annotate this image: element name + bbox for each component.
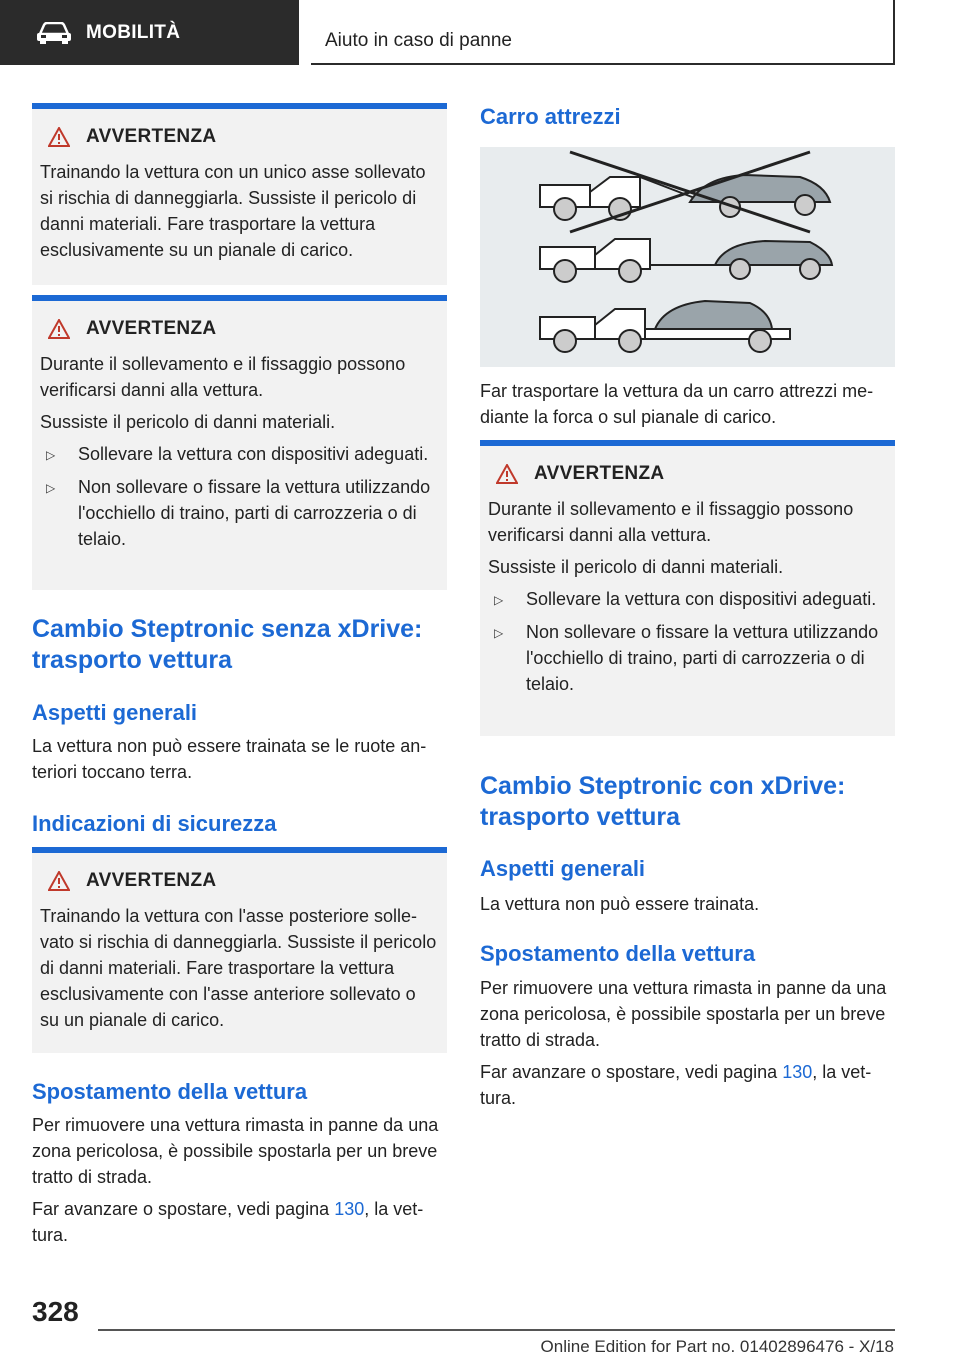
warning-title: AVVERTENZA: [86, 318, 217, 339]
paragraph: Per rimuovere una vettura rimasta in panne da una zona pericolosa, è possibile spostarla per un breve tratto di strada. Far avanzare o spostare, vedi pagina 130, la vettura.: [32, 1115, 439, 1245]
tow-truck-illustration: [480, 147, 895, 367]
warning-title: AVVERTENZA: [86, 870, 217, 891]
warning-icon: [48, 127, 70, 147]
warning-title: AVVERTENZA: [86, 126, 217, 147]
bullet-triangle-icon: ▷: [46, 448, 56, 462]
subheading: Aspetti generali: [32, 700, 198, 725]
warning-icon: [48, 319, 70, 339]
warning-text: Trainando la vettura con un unico asse sollevato si rischia di danneggiarla. Sussiste il pericolo di danni materiali. Fare trasportare la vettura esclusivamente su un pianale di carico.: [40, 162, 426, 260]
section-heading: Cambio Steptronic con xDrive: trasporto vettura: [480, 772, 846, 831]
warning-box-4: [480, 440, 895, 736]
paragraph: La vettura non può essere trainata se le ruote anteriori toccano terra.: [32, 736, 427, 782]
paragraph: Per rimuovere una vettura rimasta in panne da una zona pericolosa, è possibile spostarla per un breve tratto di strada. Far avanzare o spostare, vedi pagina 130, la vettura.: [480, 978, 887, 1108]
warning-text: Sussiste il pericolo di danni materiali.: [40, 412, 336, 432]
section-label: MOBILITÀ: [86, 21, 181, 43]
car-icon: [36, 22, 72, 44]
page-link[interactable]: 130: [782, 1062, 813, 1082]
bullet-item: ▷ Non sollevare o fissare la vettura utilizzando l'occhiello di traino, parti di carrozzeria o di telaio.: [494, 619, 887, 697]
illustration-caption: Far trasportare la vettura da un carro attrezzi mediante la forca o sul pianale di carico.: [480, 381, 874, 427]
subheading: Aspetti generali: [480, 856, 646, 881]
bullet-item: ▷ Sollevare la vettura con dispositivi adeguati.: [494, 586, 887, 613]
section-heading: Cambio Steptronic senza xDrive: trasporto vettura: [32, 615, 423, 674]
page-title: Aiuto in caso di panne: [325, 30, 512, 51]
header-title-box: [311, 0, 895, 65]
subheading: Spostamento della vettura: [480, 941, 756, 966]
warning-box-1: [32, 103, 447, 285]
warning-title: AVVERTENZA: [534, 463, 665, 484]
subheading: Indicazioni di sicurezza: [32, 811, 277, 836]
bullet-item: ▷ Non sollevare o fissare la vettura utilizzando l'occhiello di traino, parti di carrozzeria o di telaio.: [46, 474, 439, 552]
warning-icon: [48, 871, 70, 891]
warning-text: Trainando la vettura con l'asse posteriore sollevato si rischia di danneggiarla. Sussiste il pericolo di danni materiali. Fare trasportare la vettura esclusivamente con l'asse anteriore sollevato o su un pianale di carico.: [40, 906, 437, 1030]
section-tab: [0, 0, 299, 65]
warning-icon: [496, 464, 518, 484]
page-number: 328: [32, 1296, 79, 1327]
page-link[interactable]: 130: [334, 1199, 365, 1219]
footer-divider: [98, 1329, 895, 1331]
subheading: Carro attrezzi: [480, 104, 621, 129]
warning-text: Sussiste il pericolo di danni materiali.: [488, 557, 784, 577]
footer-edition: Online Edition for Part no. 01402896476 - X/18: [540, 1337, 894, 1356]
bullet-triangle-icon: ▷: [494, 593, 504, 607]
bullet-triangle-icon: ▷: [46, 481, 56, 495]
warning-box-3: [32, 847, 447, 1053]
warning-text: Durante il sollevamento e il fissaggio possono verificarsi danni alla vettura.: [488, 499, 854, 545]
paragraph: La vettura non può essere trainata.: [480, 894, 760, 914]
subheading: Spostamento della vettura: [32, 1079, 308, 1104]
bullet-item: ▷ Sollevare la vettura con dispositivi adeguati.: [46, 441, 439, 468]
warning-box-2: [32, 295, 447, 590]
bullet-triangle-icon: ▷: [494, 626, 504, 640]
warning-text: Durante il sollevamento e il fissaggio possono verificarsi danni alla vettura.: [40, 354, 406, 400]
